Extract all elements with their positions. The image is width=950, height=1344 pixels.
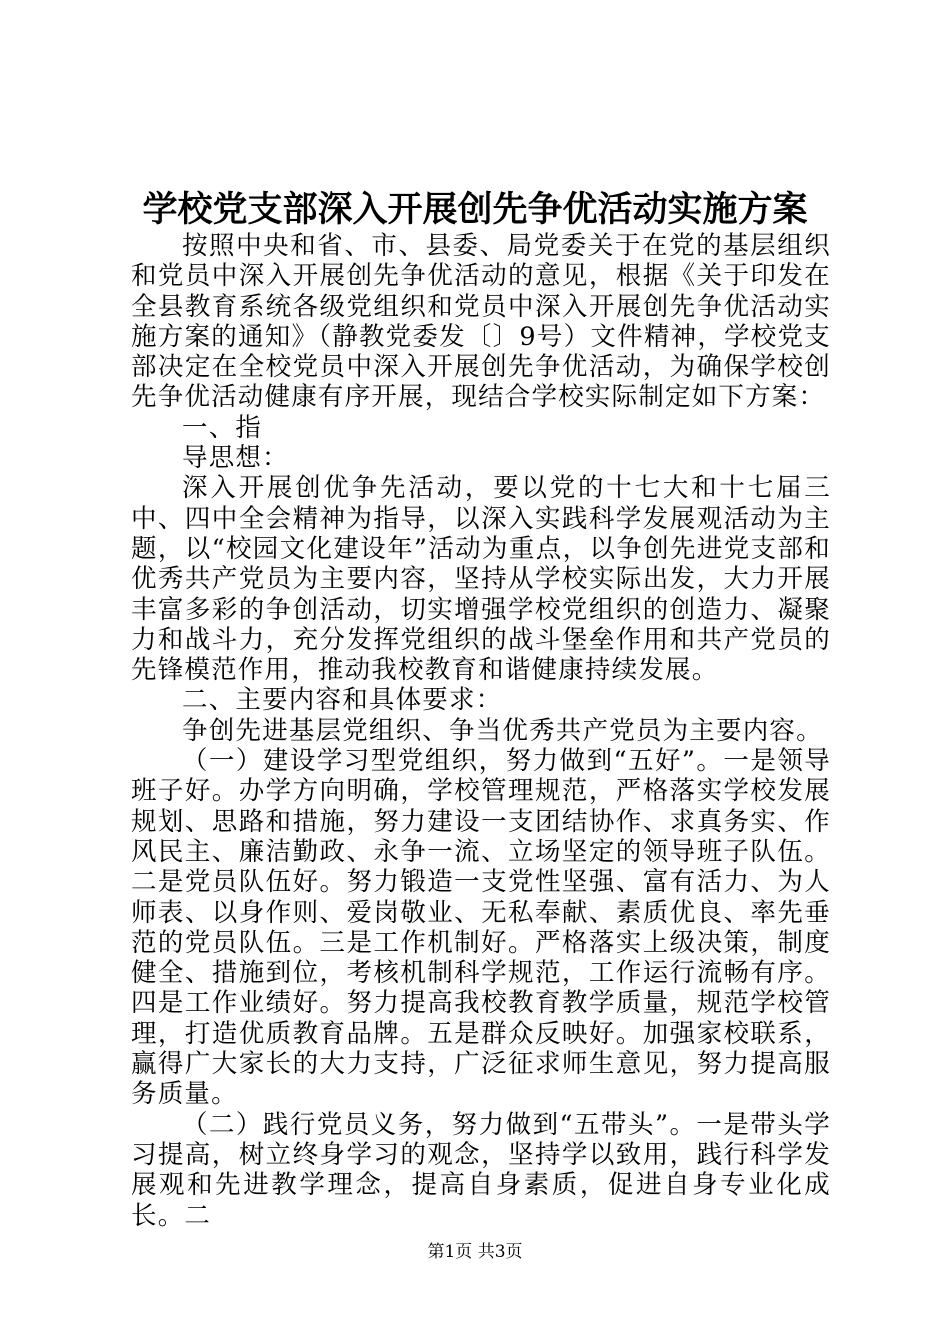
document-title: 学校党支部深入开展创先争优活动实施方案 [142, 189, 808, 230]
paragraph-intro: 按照中央和省、市、县委、局党委关于在党的基层组织和党员中深入开展创先争优活动的意见，根据《关于印发在全县教育系统各级党组织和党员中深入开展创先争优活动实施方案的通知》（静教党委发〔〕9号）文件精神，学校党支部决定在全校党员中深入开展创先争优活动，为确保学校创先争优活动健康有序开展，现结合学校实际制定如下方案： [131, 231, 831, 413]
heading-guiding-part2: 导思想： [182, 443, 289, 474]
paragraph-main-content-summary: 争创先进基层党组织、争当优秀共产党员为主要内容。 [182, 715, 823, 746]
heading-guiding-part1: 一、指 [182, 412, 263, 443]
paragraph-guiding-thought: 深入开展创优争先活动，要以党的十七大和十七届三中、四中全会精神为指导，以深入实践科学发展观活动为主题，以“校园文化建设年”活动为重点，以争创先进党支部和优秀共产党员为主要内容，坚持从学校实际出发，大力开展丰富多彩的争创活动，切实增强学校党组织的创造力、凝聚力和战斗力，充分发挥党组织的战斗堡垒作用和共产党员的先锋模范作用，推动我校教育和谐健康持续发展。 [131, 473, 831, 686]
paragraph-five-leads: （二）践行党员义务，努力做到“五带头”。一是带头学习提高，树立终身学习的观念，坚持学以致用，践行科学发展观和先进教学理念，提高自身素质，促进自身专业化成长。二 [131, 1109, 831, 1231]
paragraph-five-goods: （一）建设学习型党组织，努力做到“五好”。一是领导班子好。办学方向明确，学校管理规范，严格落实学校发展规划、思路和措施，努力建设一支团结协作、求真务实、作风民主、廉洁勤政、永争一流、立场坚定的领导班子队伍。二是党员队伍好。努力锻造一支党性坚强、富有活力、为人师表、以身作则、爱岗敬业、无私奉献、素质优良、率先垂范的党员队伍。三是工作机制好。严格落实上级决策，制度健全、措施到位，考核机制科学规范，工作运行流畅有序。四是工作业绩好。努力提高我校教育教学质量，规范学校管理，打造优质教育品牌。五是群众反映好。加强家校联系，赢得广大家长的大力支持，广泛征求师生意见，努力提高服务质量。 [131, 746, 831, 1110]
document-body [131, 231, 831, 1231]
heading-main-content: 二、主要内容和具体要求： [182, 685, 503, 716]
page-footer: 第1页 共3页 [427, 1242, 523, 1262]
